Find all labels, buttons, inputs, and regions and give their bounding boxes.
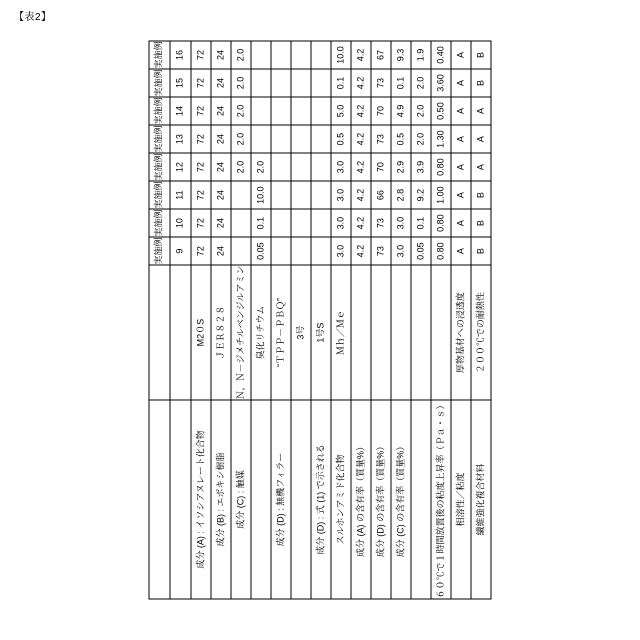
table-cell: 72 xyxy=(191,153,211,181)
table-cell: 0.05 xyxy=(251,237,271,265)
table-cell: 3.0 xyxy=(391,209,411,237)
row-label-secondary: “ＴＰＰ－ＰＢＱ” xyxy=(271,265,291,400)
table-cell: 67 xyxy=(371,41,391,69)
column-header-group: 実施例 xyxy=(149,237,170,265)
table-row xyxy=(471,41,491,599)
header-spacer-label1 xyxy=(149,400,170,599)
table-cell xyxy=(291,237,311,265)
table-cell: A xyxy=(451,237,471,265)
table-cell xyxy=(311,41,331,69)
column-header-number: 12 xyxy=(170,153,191,181)
table-cell xyxy=(271,209,291,237)
table-cell xyxy=(271,181,291,209)
table-row xyxy=(371,41,391,599)
table-cell: 4.2 xyxy=(351,181,371,209)
table-container xyxy=(149,41,492,600)
table-cell xyxy=(231,181,251,209)
table-cell: 10.0 xyxy=(331,41,351,69)
table-cell: 24 xyxy=(211,209,231,237)
row-label-secondary xyxy=(371,265,391,400)
table-cell: 0.1 xyxy=(391,69,411,97)
table-cell: B xyxy=(471,69,491,97)
table-cell xyxy=(251,41,271,69)
table-cell: 3.0 xyxy=(331,181,351,209)
table-header-row-top xyxy=(149,41,170,599)
table-cell xyxy=(311,97,331,125)
row-label-primary: 成分 (C) : 触媒 xyxy=(231,400,251,599)
table-cell: 1.30 xyxy=(431,125,451,153)
table-cell: 72 xyxy=(191,181,211,209)
table-row xyxy=(411,41,431,599)
table-cell xyxy=(291,181,311,209)
table-cell: 72 xyxy=(191,237,211,265)
row-label-primary: 成分 (D) : 無機フィラー xyxy=(271,400,291,599)
table-cell: 2.0 xyxy=(411,125,431,153)
row-label-secondary xyxy=(431,265,451,400)
row-label-primary: 成分 (D) の含有率（質量%） xyxy=(371,400,391,599)
table-cell: 0.80 xyxy=(431,153,451,181)
table-cell xyxy=(271,153,291,181)
table-cell xyxy=(291,69,311,97)
table-cell: 2.0 xyxy=(411,69,431,97)
table-cell: 24 xyxy=(211,69,231,97)
header-spacer-label2 xyxy=(149,265,170,400)
row-label-secondary: 1号S xyxy=(311,265,331,400)
table-cell: 4.2 xyxy=(351,69,371,97)
table-cell xyxy=(311,153,331,181)
table-header-row-number xyxy=(170,41,191,599)
table-cell: 73 xyxy=(371,125,391,153)
table-cell xyxy=(291,153,311,181)
table-cell: 73 xyxy=(371,69,391,97)
table-cell: 2.0 xyxy=(411,97,431,125)
table-row xyxy=(391,41,411,599)
table-cell: 4.2 xyxy=(351,125,371,153)
row-label-primary: 相溶性／粘度 xyxy=(451,400,471,599)
row-label-secondary: 厚物基材への浸透度 xyxy=(451,265,471,400)
table-cell: 4.2 xyxy=(351,153,371,181)
table-row xyxy=(451,41,471,599)
table-cell: 0.05 xyxy=(411,237,431,265)
table-cell: 24 xyxy=(211,125,231,153)
table-row xyxy=(211,41,231,599)
row-label-secondary xyxy=(411,265,431,400)
table-row xyxy=(271,41,291,599)
row-label-primary xyxy=(291,400,311,599)
column-header-number: 10 xyxy=(170,209,191,237)
table-cell xyxy=(291,41,311,69)
table-cell xyxy=(291,97,311,125)
table-cell: 3.0 xyxy=(331,209,351,237)
table-cell: A xyxy=(451,97,471,125)
table-cell: 73 xyxy=(371,209,391,237)
table-cell xyxy=(311,209,331,237)
table-cell xyxy=(291,125,311,153)
table-cell: 24 xyxy=(211,41,231,69)
table-caption: 【表2】 xyxy=(14,12,52,23)
column-header-group: 実施例 xyxy=(149,97,170,125)
row-label-primary: 成分 (A) の含有率（質量%） xyxy=(351,400,371,599)
table-cell: 2.0 xyxy=(231,69,251,97)
table-cell: B xyxy=(471,181,491,209)
table-cell xyxy=(231,209,251,237)
row-label-secondary: Ｎ，Ｎ－ジメチルベンジルアミン xyxy=(231,265,251,400)
table-cell: 3.0 xyxy=(331,153,351,181)
column-header-number: 14 xyxy=(170,97,191,125)
row-label-primary: 成分 (C) の含有率（質量%） xyxy=(391,400,411,599)
table-cell: B xyxy=(471,41,491,69)
table-cell: B xyxy=(471,237,491,265)
column-header-number: 9 xyxy=(170,237,191,265)
table-row xyxy=(431,41,451,599)
table-cell: 66 xyxy=(371,181,391,209)
row-label-primary: スルホンアミド化合物 xyxy=(331,400,351,599)
table-cell: 2.0 xyxy=(231,97,251,125)
table-cell: 72 xyxy=(191,41,211,69)
table-cell: 2.9 xyxy=(391,153,411,181)
table-cell: 3.0 xyxy=(331,237,351,265)
table-cell: A xyxy=(451,153,471,181)
table-row xyxy=(291,41,311,599)
table-cell: 73 xyxy=(371,237,391,265)
table-cell xyxy=(291,209,311,237)
column-header-group: 実施例 xyxy=(149,153,170,181)
table-cell xyxy=(311,237,331,265)
table-cell: 24 xyxy=(211,153,231,181)
table-cell: 2.0 xyxy=(231,153,251,181)
row-label-primary: 成分 (A) : イソシアヌレート化合物 xyxy=(191,400,211,599)
table-cell: 2.0 xyxy=(231,41,251,69)
table-cell: 0.50 xyxy=(431,97,451,125)
table-cell xyxy=(271,237,291,265)
column-header-group: 実施例 xyxy=(149,209,170,237)
table-cell: 24 xyxy=(211,97,231,125)
table-row xyxy=(251,41,271,599)
row-label-secondary: Ｍｈ／Ｍｅ xyxy=(331,265,351,400)
table-row xyxy=(311,41,331,599)
column-header-group: 実施例 xyxy=(149,41,170,69)
table-cell: 72 xyxy=(191,97,211,125)
table-cell xyxy=(311,181,331,209)
column-header-number: 11 xyxy=(170,181,191,209)
table-cell: B xyxy=(471,209,491,237)
table-cell xyxy=(271,125,291,153)
table-cell: 4.2 xyxy=(351,237,371,265)
table-row xyxy=(231,41,251,599)
table-cell: A xyxy=(451,209,471,237)
table-cell: 1.9 xyxy=(411,41,431,69)
table-cell: 72 xyxy=(191,69,211,97)
table-cell xyxy=(251,97,271,125)
column-header-number: 13 xyxy=(170,125,191,153)
row-label-secondary: ２００℃での耐熱性 xyxy=(471,265,491,400)
table-cell: A xyxy=(471,153,491,181)
table-cell: A xyxy=(471,125,491,153)
table-cell xyxy=(271,97,291,125)
row-label-primary xyxy=(251,400,271,599)
table-cell: 24 xyxy=(211,181,231,209)
table-cell: A xyxy=(471,97,491,125)
header-spacer-label2 xyxy=(170,265,191,400)
header-spacer-label1 xyxy=(170,400,191,599)
table-cell: A xyxy=(451,41,471,69)
table-cell: 0.1 xyxy=(251,209,271,237)
row-label-secondary xyxy=(391,265,411,400)
column-header-group: 実施例 xyxy=(149,125,170,153)
table-row xyxy=(351,41,371,599)
table-cell: 4.2 xyxy=(351,97,371,125)
table-cell: 72 xyxy=(191,209,211,237)
table-cell: 0.1 xyxy=(411,209,431,237)
column-header-group: 実施例 xyxy=(149,69,170,97)
table-cell: 3.0 xyxy=(391,237,411,265)
row-label-primary: 繊維強化複合材料 xyxy=(471,400,491,599)
table-cell: 1.00 xyxy=(431,181,451,209)
table-cell: 3.9 xyxy=(411,153,431,181)
table-cell: 9.3 xyxy=(391,41,411,69)
table-cell xyxy=(251,69,271,97)
table-cell: A xyxy=(451,69,471,97)
table-row xyxy=(191,41,211,599)
row-label-primary: ６０℃で１時間放置後の粘度上昇率（Ｐａ・ｓ） xyxy=(431,400,451,599)
table-cell: 4.2 xyxy=(351,41,371,69)
table-cell: 3.60 xyxy=(431,69,451,97)
table-row xyxy=(331,41,351,599)
table-cell xyxy=(271,41,291,69)
table-cell: 0.80 xyxy=(431,209,451,237)
row-label-primary xyxy=(411,400,431,599)
table-cell: 0.1 xyxy=(331,69,351,97)
row-label-secondary: М2０S xyxy=(191,265,211,400)
table-cell: A xyxy=(451,125,471,153)
row-label-primary: 成分 (D) : 式 (1) で示される xyxy=(311,400,331,599)
table-cell: 9.2 xyxy=(411,181,431,209)
column-header-group: 実施例 xyxy=(149,181,170,209)
table-cell: 0.5 xyxy=(391,125,411,153)
table-cell: 24 xyxy=(211,237,231,265)
table-cell: 2.0 xyxy=(251,153,271,181)
table-cell: 10.0 xyxy=(251,181,271,209)
column-header-number: 16 xyxy=(170,41,191,69)
table-cell: 72 xyxy=(191,125,211,153)
row-label-secondary: ＪＥＲ８２８ xyxy=(211,265,231,400)
table-cell: 0.40 xyxy=(431,41,451,69)
table-cell: A xyxy=(451,181,471,209)
table-cell: 2.0 xyxy=(231,125,251,153)
table-cell: 70 xyxy=(371,153,391,181)
row-label-secondary: 臭化リチウム xyxy=(251,265,271,400)
row-label-secondary: 3号 xyxy=(291,265,311,400)
table-cell: 0.5 xyxy=(331,125,351,153)
table-cell xyxy=(311,125,331,153)
row-label-primary: 成分 (B) : エポキシ樹脂 xyxy=(211,400,231,599)
data-table xyxy=(149,41,492,600)
column-header-number: 15 xyxy=(170,69,191,97)
table-cell: 0.80 xyxy=(431,237,451,265)
table-cell: 4.2 xyxy=(351,209,371,237)
table-cell: 4.9 xyxy=(391,97,411,125)
row-label-secondary xyxy=(351,265,371,400)
table-cell: 2.8 xyxy=(391,181,411,209)
table-cell xyxy=(271,69,291,97)
table-cell xyxy=(311,69,331,97)
table-cell: 70 xyxy=(371,97,391,125)
table-cell xyxy=(251,125,271,153)
table-cell xyxy=(231,237,251,265)
table-cell: 5.0 xyxy=(331,97,351,125)
